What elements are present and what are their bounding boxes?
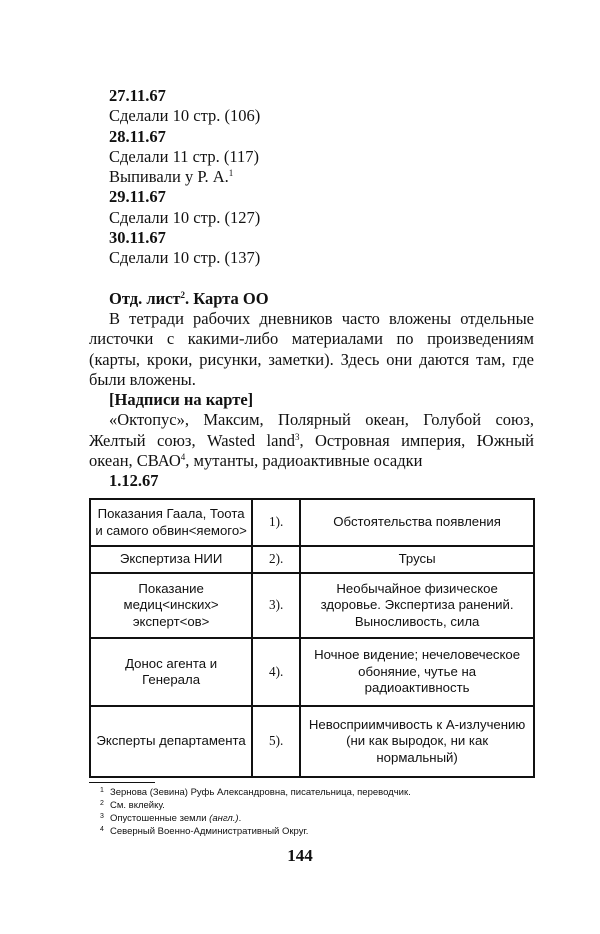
cell-number: 5). [252, 706, 300, 777]
footnote-ref[interactable]: 2 [180, 289, 186, 300]
data-table [89, 498, 535, 778]
diary-date: 29.11.67 [109, 187, 166, 207]
map-labels: «Октопус», Максим, Полярный океан, Голубой союз, Желтый союз, Wasted land$^3$, Островная империя, Южный океан, СВАО$^4$, мутанты, радиоактивные осадки [89, 410, 534, 471]
cell-source: Показания Гаала, Тоота и самого обвин<яемого> [90, 499, 252, 546]
table-row [90, 638, 534, 706]
cell-number: 1). [252, 499, 300, 546]
diary-date: 28.11.67 [109, 126, 166, 146]
table-row [90, 573, 534, 638]
table-row [90, 499, 534, 546]
cell-topic: Невосприимчивость к А-излучению (ни как выродок, ни как нормальный) [300, 706, 534, 777]
footnote-divider [89, 782, 155, 783]
diary-date: 30.11.67 [109, 228, 166, 248]
subheading: [Надписи на карте] [109, 390, 254, 410]
cell-number: 4). [252, 638, 300, 706]
footnote-ref[interactable]: 3 [294, 431, 300, 442]
cell-number: 2). [252, 546, 300, 573]
cell-source: Экспертиза НИИ [90, 546, 252, 573]
page-number: 144 [287, 846, 313, 865]
cell-source: Эксперты департамента [90, 706, 252, 777]
diary-date: 27.11.67 [109, 86, 166, 105]
diary-entry: Сделали 11 стр. (117) [109, 146, 259, 166]
cell-topic: Трусы [300, 546, 534, 573]
cell-topic: Ночное видение; нечеловеческое обоняние, чутье на радиоактивность [300, 638, 534, 706]
paragraph: В тетради рабочих дневников часто вложены отдельные листочки с какими-либо материалами по произведениям (карты, кроки, рисунки, заметки). Здесь они даются там, где были вложены. [89, 308, 534, 389]
cell-source: Донос агента и Генерала [90, 638, 252, 706]
table-row [90, 706, 534, 777]
cell-topic: Обстоятельства появления [300, 499, 534, 546]
cell-source: Показание медиц<инских> эксперт<ов> [90, 573, 252, 638]
diary-entry: Сделали 10 стр. (127) [109, 207, 261, 227]
main-text [89, 86, 534, 492]
footnote: 2 См. вклейку. [100, 800, 165, 811]
diary-entry: Выпивали у Р. А.$^1$ [109, 167, 234, 187]
cell-topic: Необычайное физическое здоровье. Экспертиза ранений. Выносливость, сила [300, 573, 534, 638]
footnote: 4 Северный Военно-Административный Округ. [100, 826, 309, 837]
diary-entry: Сделали 10 стр. (137) [109, 248, 261, 268]
table-row [90, 546, 534, 573]
section-title: Отд. лист$^2$. Карта ОО [109, 288, 269, 308]
footnote: 3 Опустошенные земли (англ.). [100, 813, 242, 824]
diary-date: 1.12.67 [109, 471, 159, 491]
footnote-ref[interactable]: 1 [228, 168, 234, 179]
cell-number: 3). [252, 573, 300, 638]
footnote-ref[interactable]: 4 [180, 452, 186, 463]
diary-entry: Сделали 10 стр. (106) [109, 106, 261, 126]
footnotes [100, 786, 411, 838]
footnote: 1 Зернова (Зевина) Руфь Александровна, писательница, переводчик. [100, 787, 411, 798]
